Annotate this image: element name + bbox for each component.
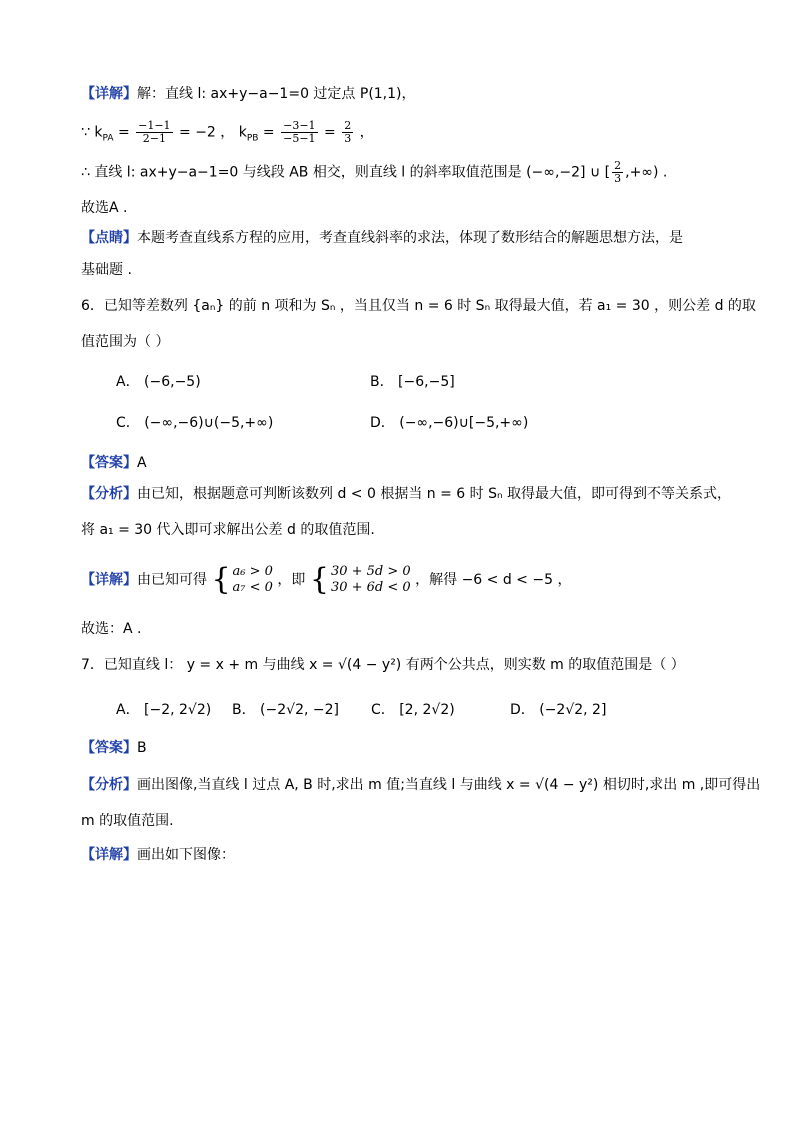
question-7-line-1: 7．已知直线 l： y = x + m 与曲线 x = √(4 − y²) 有两个公共点，则实数 m 的取值范围是（ ） xyxy=(81,657,685,673)
q7-option-d: D． (−2√2, 2] xyxy=(510,702,607,718)
detail-tag: 【详解】 xyxy=(81,572,137,588)
q7-option-b: B． (−2√2, −2] xyxy=(232,702,339,718)
system-row: 30 + 5d > 0 xyxy=(330,564,411,579)
detail-text: 解：直线 l: ax+y−a−1=0 过定点 P(1,1)， xyxy=(137,86,416,102)
fraction-range xyxy=(612,160,623,185)
comment-line-2: 基础题 . xyxy=(81,262,132,278)
frac-num: −3−1 xyxy=(283,119,316,132)
q7-answer-line xyxy=(81,738,147,758)
answer-tag: 【答案】 xyxy=(81,740,137,756)
frac-num: 2 xyxy=(614,159,622,172)
question-6-line-1: 6．已知等差数列 {aₙ} 的前 n 项和为 Sₙ ，当且仅当 n = 6 时 Sₙ 取得最大值，若 a₁ = 30 ，则公差 d 的取 xyxy=(81,298,756,314)
detail-text: 画出如下图像： xyxy=(137,847,235,863)
slope-line xyxy=(81,120,374,148)
fraction-two-thirds xyxy=(342,120,353,145)
detail-tag: 【详解】 xyxy=(81,847,137,863)
slope-range-line xyxy=(81,160,667,185)
detail-text: ，即 xyxy=(277,572,306,588)
equals: = xyxy=(324,124,336,141)
frac-den: −5−1 xyxy=(283,132,316,145)
frac-den: 3 xyxy=(344,132,352,145)
comment-tag: 【点睛】 xyxy=(81,230,137,246)
fraction-kpb xyxy=(281,120,317,145)
inequality-system-1: { a₆ > 0 a₇ < 0 xyxy=(211,562,273,597)
q7-analysis-line-2: m 的取值范围. xyxy=(81,813,174,829)
inequality-system-2: { 30 + 5d > 0 30 + 6d < 0 xyxy=(309,562,411,597)
q6-conclusion: 故选：A . xyxy=(81,621,142,637)
detail-text: 由已知可得 xyxy=(137,572,207,588)
k-sub-pb: PB xyxy=(246,133,259,144)
q6-analysis-line-2: 将 a₁ = 30 代入即可求解出公差 d 的取值范围. xyxy=(81,522,375,538)
k-sub-pa: PA xyxy=(102,133,114,144)
k-symbol: k xyxy=(238,124,247,141)
equals: = xyxy=(117,124,130,141)
frac-den: 3 xyxy=(614,172,622,185)
choose-a-line: 故选A . xyxy=(81,200,128,216)
analysis-text: 画出图像,当直线 l 过点 A, B 时,求出 m 值;当直线 l 与曲线 x = √(4 − y²) 相切时,求出 m ,即可得出 xyxy=(137,777,761,793)
comma: ， xyxy=(359,124,374,141)
system-row: a₆ > 0 xyxy=(232,564,273,579)
analysis-tag: 【分析】 xyxy=(81,777,137,793)
kpa-value: = −2 ， xyxy=(179,124,235,141)
q6-option-c: C． (−∞,−6)∪(−5,+∞) xyxy=(116,415,274,431)
frac-den: 2−1 xyxy=(142,132,166,145)
q6-option-d: D． (−∞,−6)∪[−5,+∞) xyxy=(370,415,529,431)
system-row: 30 + 6d < 0 xyxy=(330,580,411,595)
fraction-kpa xyxy=(136,120,172,145)
answer-value: A xyxy=(137,455,147,471)
frac-num: 2 xyxy=(344,119,352,132)
q6-analysis-line-1 xyxy=(81,484,731,504)
q6-option-b: B． [−6,−5] xyxy=(370,374,455,390)
detail-text: ，解得 −6 < d < −5 ， xyxy=(415,572,572,588)
answer-value: B xyxy=(137,740,147,756)
comment-text: 本题考查直线系方程的应用，考查直线斜率的求法，体现了数形结合的解题思想方法，是 xyxy=(137,230,683,246)
slope-range-text: ∴ 直线 l: ax+y−a−1=0 与线段 AB 相交，则直线 l 的斜率取值范围是 (−∞,−2] ∪ [ xyxy=(81,164,611,181)
question-6-line-2: 值范围为（ ） xyxy=(81,334,170,350)
q7-analysis-line-1 xyxy=(81,775,760,795)
frac-num: −1−1 xyxy=(138,119,171,132)
analysis-tag: 【分析】 xyxy=(81,486,137,502)
q6-answer-line xyxy=(81,453,147,473)
q7-option-c: C． [2, 2√2) xyxy=(371,702,455,718)
slope-range-tail: ,+∞) . xyxy=(625,164,668,181)
comment-line-1 xyxy=(81,228,683,248)
q6-option-a: A． (−6,−5) xyxy=(116,374,201,390)
detail-line-1 xyxy=(81,84,416,104)
q7-detail-line xyxy=(81,845,235,865)
system-row: a₇ < 0 xyxy=(232,580,273,595)
q6-detail-line xyxy=(81,564,571,596)
analysis-text: 由已知，根据题意可判断该数列 d < 0 根据当 n = 6 时 Sₙ 取得最大值，即可得到不等关系式， xyxy=(137,486,731,502)
answer-tag: 【答案】 xyxy=(81,455,137,471)
k-symbol: ∵ k xyxy=(81,124,103,141)
q7-option-a: A． [−2, 2√2) xyxy=(116,702,212,718)
equals: = xyxy=(262,124,275,141)
detail-tag: 【详解】 xyxy=(81,86,137,102)
